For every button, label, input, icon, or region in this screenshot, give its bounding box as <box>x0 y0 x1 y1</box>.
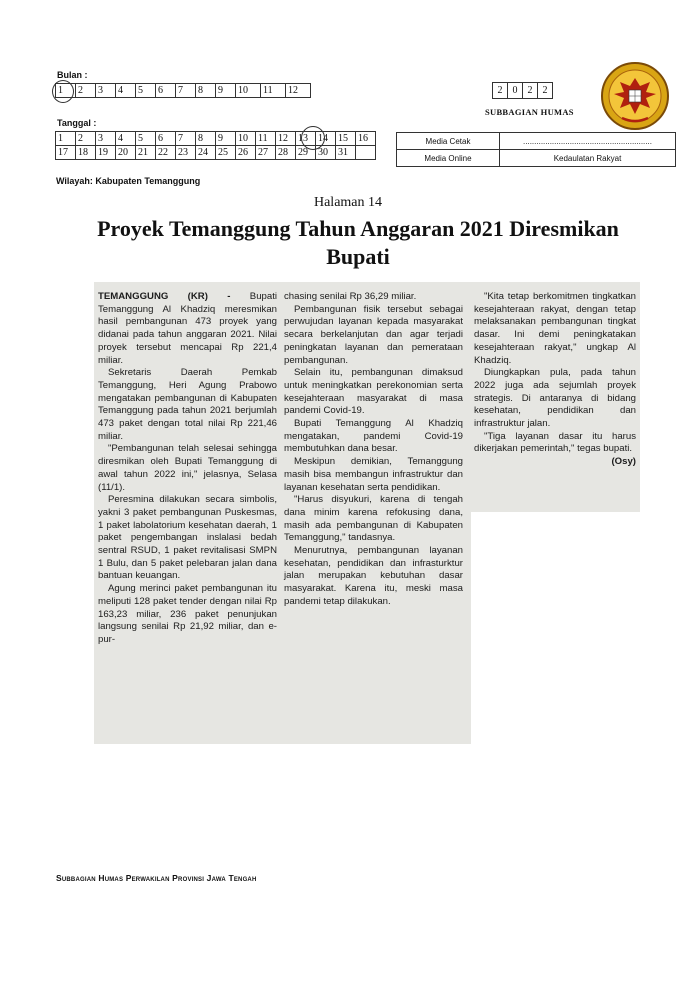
grid-cell: 15 <box>336 132 356 146</box>
grid-cell: 18 <box>76 146 96 160</box>
subbagian-humas: SUBBAGIAN HUMAS <box>485 107 574 117</box>
paragraph <box>474 367 636 431</box>
grid-cell: 4 <box>116 84 136 98</box>
paragraph-text: "Harus disyukuri, karena di tengah dana minim karena refokusing dana, masih ada pembangunan di Kabupaten Temanggung," tandasnya. <box>284 494 463 544</box>
media-cetak-label: Media Cetak <box>397 133 500 150</box>
paragraph-text: "Tiga layanan dasar itu harus dikerjakan pemerintah," tegas bupati. <box>474 430 636 455</box>
article-column-2 <box>284 291 463 609</box>
date-grid <box>55 131 376 160</box>
grid-cell: 10 <box>236 132 256 146</box>
paragraph <box>284 367 463 418</box>
grid-cell: 21 <box>136 146 156 160</box>
grid-cell: 26 <box>236 146 256 160</box>
grid-cell: 23 <box>176 146 196 160</box>
headline-line-2: Bupati <box>326 244 390 269</box>
grid-cell: 20 <box>116 146 136 160</box>
garuda-logo-icon <box>600 60 670 132</box>
grid-cell: 7 <box>176 84 196 98</box>
grid-cell: 17 <box>56 146 76 160</box>
grid-cell: 30 <box>316 146 336 160</box>
selected-date-circle <box>301 126 325 150</box>
grid-cell: 19 <box>96 146 116 160</box>
paragraph <box>284 545 463 609</box>
media-cetak-value: .......................................................... <box>500 133 676 150</box>
grid-cell: 9 <box>216 84 236 98</box>
bulan-label: Bulan : <box>57 70 88 80</box>
month-grid <box>55 83 311 98</box>
paragraph <box>474 431 636 456</box>
grid-cell: 7 <box>176 132 196 146</box>
grid-cell: 5 <box>136 84 156 98</box>
grid-cell <box>356 146 376 160</box>
paragraph <box>474 291 636 367</box>
headline <box>48 215 668 271</box>
tanggal-label: Tanggal : <box>57 118 97 128</box>
media-online-label: Media Online <box>397 150 500 167</box>
selected-month-circle <box>52 80 74 103</box>
paragraph-text: Bupati Temanggung Al Khadziq meresmikan hasil pembangunan 473 proyek yang didanai pada tahun anggaran 2021. Nilai proyek tersebut mencapai Rp 221,4 miliar. <box>98 291 278 366</box>
paragraph-text: Pembangunan fisik tersebut sebagai perwujudan layanan kepada masyarakat secara berkelanjutan dan agar terjadi peningkatan layanan dan pemerataan pembangunan. <box>284 303 463 366</box>
grid-cell: 5 <box>136 132 156 146</box>
paragraph-text: chasing senilai Rp 36,29 miliar. <box>284 291 417 302</box>
grid-cell: 1 <box>56 132 76 146</box>
paragraph-text: Sekretaris Daerah Pemkab Temanggung, Heri Agung Prabowo mengatakan pembangunan di Kabupaten Temanggung pada tahun 2021 berjumlah 473 paket dengan total nilai Rp 221,46 miliar. <box>98 367 277 442</box>
paragraph-text: "Pembangunan telah selesai sehingga diresmikan oleh Bupati Temanggung di awal tahun 2022 ini," jelasnya, Selasa (11/1). <box>98 443 277 493</box>
grid-cell: 8 <box>196 132 216 146</box>
paragraph <box>98 291 277 367</box>
grid-cell: 3 <box>96 132 116 146</box>
grid-cell: 2 <box>76 132 96 146</box>
grid-cell: 9 <box>216 132 236 146</box>
paragraph-text: Selain itu, pembangunan dimaksud untuk meningkatkan perekonomian serta kesejahteraan masyarakat di masa pandemi Covid-19. <box>284 367 463 417</box>
grid-cell: 16 <box>356 132 376 146</box>
grid-cell: 28 <box>276 146 296 160</box>
paragraph <box>98 494 277 583</box>
paragraph <box>98 367 277 443</box>
paragraph-text: "Kita tetap berkomitmen tingkatkan kesejahteraan rakyat, dengan tetap melaksanakan pembangunan tingkat dasar. Ini demi peningkatakan kesejahteraan rakyat," ungkap Al Khadziq. <box>474 291 636 366</box>
grid-cell: 4 <box>116 132 136 146</box>
byline: (Osy) <box>611 456 636 468</box>
grid-cell: 11 <box>261 84 286 98</box>
grid-cell: 14 <box>316 132 336 146</box>
paragraph-text: Agung merinci paket pembangunan itu meliputi 128 paket tender dengan nilai Rp 163,23 miliar, 236 paket penunjukan langsung senilai Rp 21,92 miliar, dan e-pur- <box>98 583 277 645</box>
headline-line-1: Proyek Temanggung Tahun Anggaran 2021 Diresmikan <box>97 216 619 241</box>
grid-cell: 13 <box>296 132 316 146</box>
grid-cell: 6 <box>156 84 176 98</box>
grid-cell: 2 <box>76 84 96 98</box>
year-box <box>492 82 553 99</box>
grid-cell: 1 <box>56 84 76 98</box>
paragraph <box>284 418 463 456</box>
grid-cell: 12 <box>286 84 311 98</box>
page-number: Halaman 14 <box>313 195 383 210</box>
grid-cell: 25 <box>216 146 236 160</box>
year-digit: 0 <box>508 83 523 99</box>
paragraph-text: Peresmina dilakukan secara simbolis, yakni 3 paket pembangunan Puskesmas, 1 paket labolatorium kesehatan daerah, 1 paket pengembangan inslalasi bedah sentral RSUD, 1 paket revitalisasi SMPN 1 Bulu, dan 5 paket pelebaran jalan dana bantuan keuangan. <box>98 494 277 582</box>
paragraph <box>284 304 463 368</box>
paragraph <box>98 443 277 494</box>
paragraph-text: Diungkapkan pula, pada tahun 2022 juga ada sejumlah proyek strategis. Di antaranya di bidang kesehatan, pendidikan dan infrastruktur jalan. <box>474 367 636 430</box>
article-column-1 <box>98 291 277 647</box>
paragraph-text: Bupati Temanggung Al Khadziq mengatakan, pandemi Covid-19 membutuhkan dana besar. <box>284 418 463 455</box>
dateline: TEMANGGUNG (KR) - <box>98 291 231 302</box>
paragraph-text: Meskipun demikian, Temanggung masih bisa membangun infrastruktur dan layanan kesehatan serta pendidikan. <box>284 456 463 493</box>
grid-cell: 27 <box>256 146 276 160</box>
grid-cell: 11 <box>256 132 276 146</box>
paragraph <box>284 494 463 545</box>
article-column-3 <box>474 291 636 469</box>
grid-cell: 22 <box>156 146 176 160</box>
media-table <box>396 132 676 167</box>
grid-cell: 3 <box>96 84 116 98</box>
grid-cell: 24 <box>196 146 216 160</box>
paragraph <box>284 291 463 304</box>
year-digit: 2 <box>538 83 553 99</box>
year-digit: 2 <box>523 83 538 99</box>
grid-cell: 31 <box>336 146 356 160</box>
grid-cell: 8 <box>196 84 216 98</box>
paragraph <box>284 456 463 494</box>
paragraph <box>98 583 277 647</box>
footer: Subbagian Humas Perwakilan Provinsi Jawa Tengah <box>56 873 257 883</box>
grid-cell: 10 <box>236 84 261 98</box>
wilayah-label: Wilayah: Kabupaten Temanggung <box>56 176 201 186</box>
grid-cell: 6 <box>156 132 176 146</box>
media-online-value: Kedaulatan Rakyat <box>500 150 676 167</box>
year-digit: 2 <box>493 83 508 99</box>
grid-cell: 29 <box>296 146 316 160</box>
paragraph-text: Menurutnya, pembangunan layanan kesehatan, pendidikan dan infrasturktur jalan merupakan kebutuhan dasar masyarakat. Karena itu, meski masa pandemi tetap dilakukan. <box>284 545 463 607</box>
grid-cell: 12 <box>276 132 296 146</box>
